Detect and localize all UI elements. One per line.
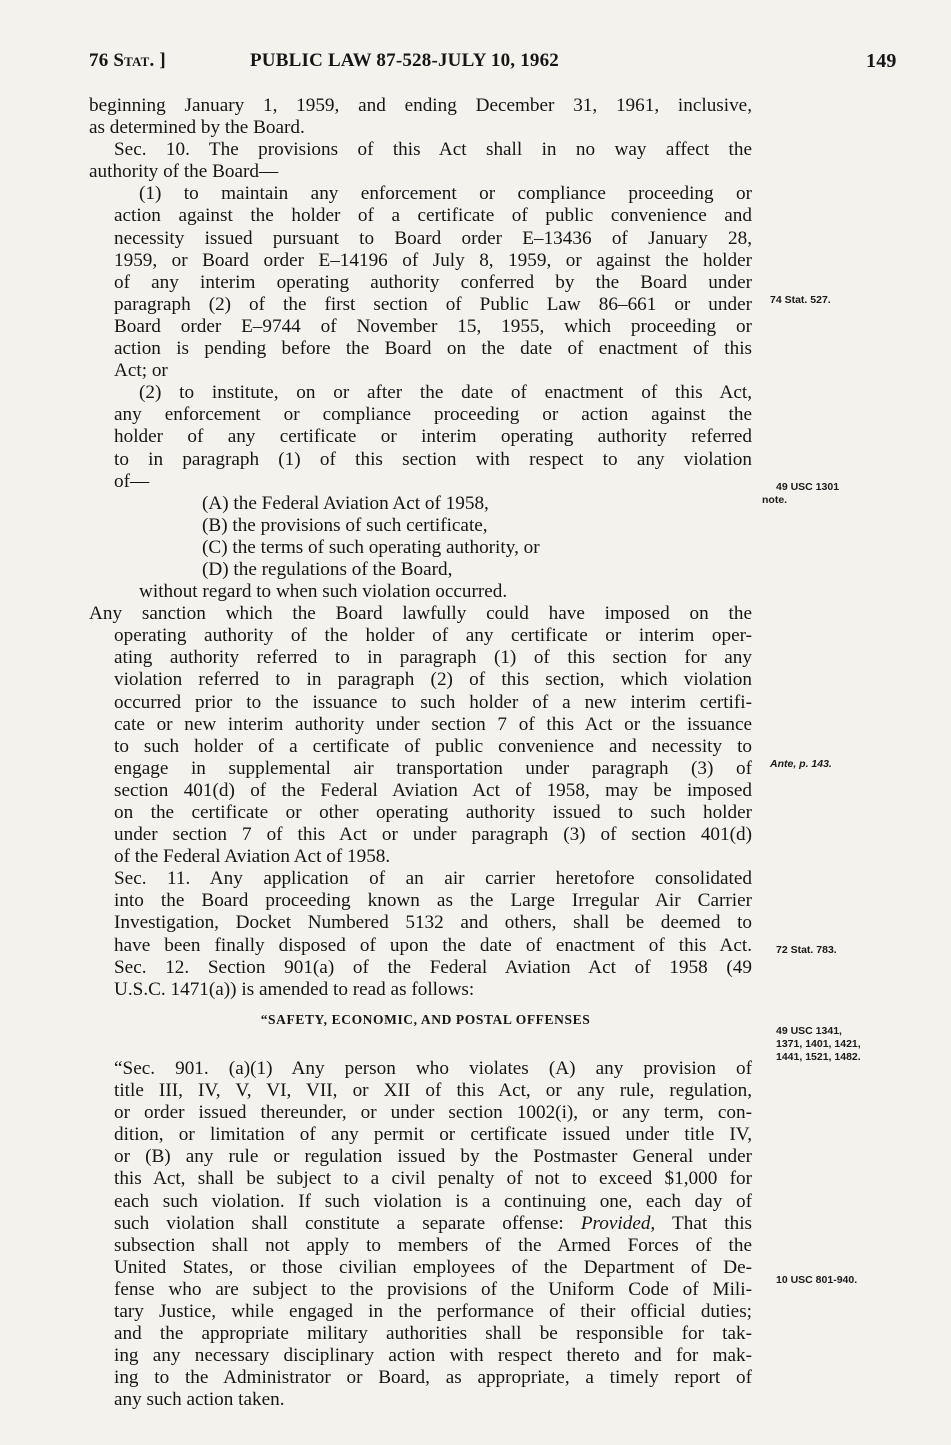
text-line: paragraph (2) of the first section of Public Law 86–661 or under (114, 293, 752, 315)
margin-note-49-usc-1301: 49 USC 1301 (776, 481, 840, 493)
text-line: Investigation, Docket Numbered 5132 and others, shall be deemed to (114, 912, 752, 934)
text-line: necessity issued pursuant to Board order E–13436 of January 28, (114, 227, 752, 249)
text-line: and the appropriate military authorities shall be responsible for tak- (114, 1323, 752, 1345)
text-line: ing to the Administrator or Board, as appropriate, a timely report of (114, 1367, 752, 1389)
text-line: occurred prior to the issuance to such holder of a new interim certifi- (114, 691, 752, 713)
text-line: into the Board proceeding known as the Large Irregular Air Carrier (114, 890, 752, 912)
statute-text (89, 95, 752, 1411)
header-volume: 76 Stat. ] (89, 50, 166, 71)
proviso-lead: such violation shall constitute a separate offense: (114, 1212, 564, 1234)
margin-note-note: note. (762, 494, 788, 506)
page-number: 149 (866, 50, 897, 72)
text-line: Board order E–9744 of November 15, 1955, which proceeding or (114, 315, 752, 337)
paragraph-2-start: (2) to institute, on or after the date of enactment of this Act, (139, 382, 752, 404)
margin-note-usc-sections: 1371, 1401, 1421, (776, 1038, 861, 1050)
clause-c: (C) the terms of such operating authority, or (202, 536, 540, 558)
section-901-start: “Sec. 901. (a)(1) Any person who violates (A) any provision of (114, 1057, 752, 1079)
text-line: action is pending before the Board on the date of enactment of this (114, 338, 752, 360)
clause-a: (A) the Federal Aviation Act of 1958, (202, 492, 489, 514)
text-line: beginning January 1, 1959, and ending December 31, 1961, inclusive, (89, 95, 752, 116)
text-line: violation referred to in paragraph (2) of this section, which violation (114, 669, 752, 691)
text-line: engage in supplemental air transportation under paragraph (3) of (114, 757, 752, 779)
text-line: have been finally disposed of upon the date of enactment of this Act. (114, 934, 752, 956)
text-line: ing any necessary disciplinary action with respect thereto and for mak- (114, 1345, 752, 1367)
section-11-heading: Sec. 11. Any application of an air carrier heretofore consolidated (114, 868, 752, 890)
text-line: tary Justice, while engaged in the performance of their official duties; (114, 1300, 752, 1322)
text-line: each such violation. If such violation is a continuing one, each day of (114, 1190, 752, 1212)
header-title: PUBLIC LAW 87-528-JULY 10, 1962 (250, 50, 560, 71)
text-line: under section 7 of this Act or under paragraph (3) of section 401(d) (114, 824, 752, 846)
text-line: fense who are subject to the provisions of the Uniform Code of Mili- (114, 1278, 752, 1300)
text-line: as determined by the Board. (89, 117, 305, 139)
margin-note-49-usc-1341: 49 USC 1341, (776, 1025, 842, 1037)
proviso-tail: That this (672, 1212, 752, 1234)
text-line: subsection shall not apply to members of the Armed Forces of the (114, 1234, 752, 1256)
proviso-word: Provided, (580, 1212, 656, 1234)
text-line: Act; or (114, 360, 168, 382)
section-10-heading: Sec. 10. The provisions of this Act shall in no way affect the (114, 139, 752, 161)
text-line: 1959, or Board order E–14196 of July 8, 1959, or against the holder (114, 249, 752, 271)
text-line: or order issued thereunder, or under section 1002(i), or any term, con- (114, 1102, 752, 1124)
text-line: authority of the Board— (89, 161, 279, 183)
text-line: ating authority referred to in paragraph (1) of this section for any (114, 647, 752, 669)
section-12-heading: Sec. 12. Section 901(a) of the Federal Aviation Act of 1958 (49 (114, 956, 752, 978)
text-line: of the Federal Aviation Act of 1958. (114, 846, 391, 868)
sanction-paragraph-start: Any sanction which the Board lawfully could have imposed on the (89, 603, 752, 625)
paragraph-1-start: (1) to maintain any enforcement or compliance proceeding or (139, 183, 752, 205)
text-line: title III, IV, V, VI, VII, or XII of this Act, or any rule, regulation, (114, 1080, 752, 1102)
margin-note-10-usc-801-940: 10 USC 801-940. (776, 1274, 858, 1286)
text-line: of any interim operating authority conferred by the Board under (114, 271, 752, 293)
clause-b: (B) the provisions of such certificate, (202, 514, 488, 536)
clause-d: (D) the regulations of the Board, (202, 558, 453, 580)
text-line: United States, or those civilian employees of the Department of De- (114, 1256, 752, 1278)
text-line: U.S.C. 1471(a)) is amended to read as follows: (114, 978, 475, 1000)
text-line: dition, or limitation of any permit or certificate issued under title IV, (114, 1124, 752, 1146)
margin-note-usc-sections-cont: 1441, 1521, 1482. (776, 1051, 861, 1063)
text-line: to in paragraph (1) of this section with respect to any violation (114, 448, 752, 470)
offenses-heading: “SAFETY, ECONOMIC, AND POSTAL OFFENSES (260, 1011, 591, 1027)
text-line: or (B) any rule or regulation issued by the Postmaster General under (114, 1146, 752, 1168)
text-line: this Act, shall be subject to a civil penalty of not to exceed $1,000 for (114, 1168, 752, 1190)
text-line: section 401(d) of the Federal Aviation Act of 1958, may be imposed (114, 779, 752, 801)
text-line: any enforcement or compliance proceeding or action against the (114, 404, 752, 426)
margin-note-ante-p-143: Ante, p. 143. (770, 758, 832, 770)
text-line: to such holder of a certificate of public convenience and necessity to (114, 735, 752, 757)
text-line-proviso (89, 1213, 752, 1235)
text-line: without regard to when such violation occurred. (139, 581, 508, 603)
text-line: on the certificate or other operating authority issued to such holder (114, 802, 752, 823)
margin-note-72-stat-783: 72 Stat. 783. (776, 944, 837, 956)
text-line: action against the holder of a certificate of public convenience and (114, 205, 752, 227)
text-line: of— (114, 470, 150, 492)
text-line: holder of any certificate or interim operating authority referred (114, 426, 752, 448)
margin-note-74-stat-527: 74 Stat. 527. (770, 294, 831, 306)
text-line: cate or new interim authority under section 7 of this Act or the issuance (114, 713, 752, 735)
text-line: operating authority of the holder of any certificate or interim oper- (114, 625, 752, 647)
text-line: any such action taken. (114, 1389, 285, 1411)
